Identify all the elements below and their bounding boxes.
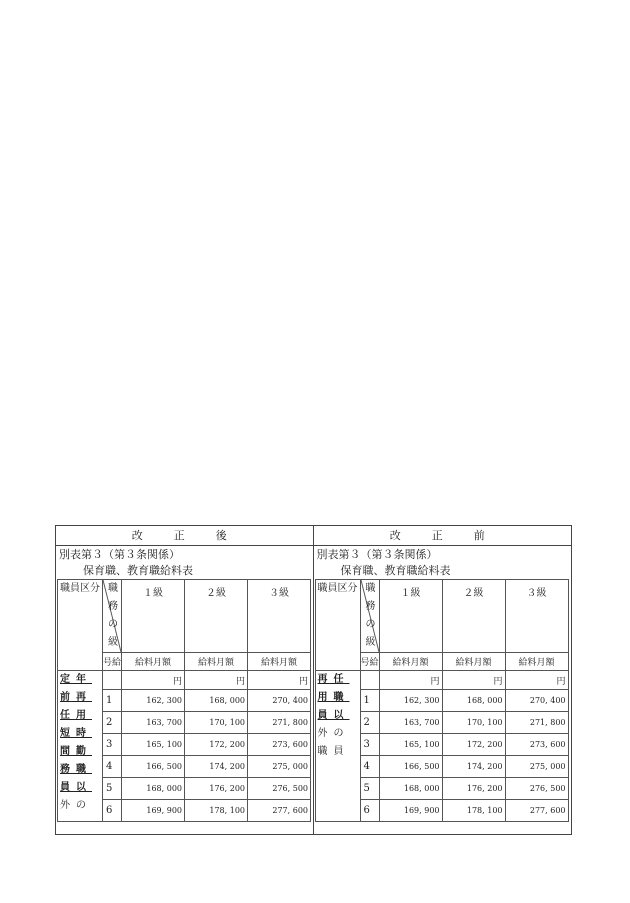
after-category-line: 間勤 [60,746,92,757]
before-grade-1-value: 168, 000 [379,778,442,800]
before-column [314,526,572,834]
before-grade-3-value: 275, 000 [505,756,568,778]
after-grade-3-header: ３級 [248,580,311,653]
comparison-table [55,525,572,835]
before-step-number: 5 [360,778,379,800]
after-grade-1-value: 165, 100 [122,734,185,756]
after-category-header: 職員区分 [58,580,103,671]
before-header: 改 正 前 [314,526,572,546]
before-yen: 円 [442,671,505,690]
after-step-number: 1 [103,690,122,712]
after-grade-1-header: １級 [122,580,185,653]
after-category-line: 定年 [60,674,92,685]
before-category-cell [315,671,360,822]
before-grade-3-value: 273, 600 [505,734,568,756]
before-pay-label: 給料月額 [505,653,568,671]
before-grade-1-value: 163, 700 [379,712,442,734]
after-grade-3-value: 271, 800 [248,712,311,734]
after-header: 改 正 後 [56,526,313,546]
after-grade-1-value: 166, 500 [122,756,185,778]
before-category-line: 用職 [317,692,350,703]
before-grade-3-value: 270, 400 [505,690,568,712]
after-category-line: 外の [60,800,92,811]
before-grade-1-value: 169, 900 [379,800,442,822]
after-grade-3-value: 275, 000 [248,756,311,778]
before-grade-3-value: 271, 800 [505,712,568,734]
before-yen: 円 [505,671,568,690]
before-grade-3-value: 277, 600 [505,800,568,822]
after-step-number: 2 [103,712,122,734]
after-grade-1-value: 169, 900 [122,800,185,822]
after-category-line: 前再 [60,692,92,703]
after-pay-label: 給料月額 [122,653,185,671]
after-grade-1-value: 163, 700 [122,712,185,734]
after-grade-1-value: 168, 000 [122,778,185,800]
before-step-empty [360,671,379,690]
before-grade-1-value: 165, 100 [379,734,442,756]
before-grade-2-header: ２級 [442,580,505,653]
before-grade-1-header: １級 [379,580,442,653]
after-table-ref: 別表第３（第３条関係） [59,548,180,561]
after-step-number: 4 [103,756,122,778]
after-pay-label: 給料月額 [248,653,311,671]
after-yen: 円 [122,671,185,690]
before-grade-2-value: 170, 100 [442,712,505,734]
before-salary-table [315,579,569,822]
after-step-number: 5 [103,778,122,800]
after-pay-label: 給料月額 [185,653,248,671]
before-category-line: 外の [317,728,350,739]
after-grade-1-value: 162, 300 [122,690,185,712]
after-category-line: 任用 [60,710,92,721]
after-grade-2-value: 178, 100 [185,800,248,822]
after-table-title: 保育職、教育職給料表 [83,564,193,577]
after-grade-2-header: ２級 [185,580,248,653]
before-pay-label: 給料月額 [379,653,442,671]
after-grade-2-value: 168, 000 [185,690,248,712]
after-grade-2-value: 172, 200 [185,734,248,756]
after-column [56,526,314,834]
before-step-number: 2 [360,712,379,734]
after-grade-2-value: 174, 200 [185,756,248,778]
after-category-cell [58,671,103,822]
before-step-number: 1 [360,690,379,712]
after-category-line: 員以 [60,782,92,793]
before-category-header: 職員区分 [315,580,360,671]
before-table-ref: 別表第３（第３条関係） [316,548,438,561]
before-grade-3-header: ３級 [505,580,568,653]
before-duty-label: 職務の級 [365,583,376,648]
before-pay-label: 給料月額 [442,653,505,671]
before-category-line: 職員 [317,746,350,757]
after-category-line: 務職 [60,764,92,775]
after-grade-2-value: 170, 100 [185,712,248,734]
before-grade-3-value: 276, 500 [505,778,568,800]
after-step-header: 号給 [103,653,122,671]
before-category-line: 員以 [317,710,350,721]
before-grade-2-value: 176, 200 [442,778,505,800]
after-salary-table [57,579,311,822]
before-grade-2-value: 172, 200 [442,734,505,756]
before-step-number: 3 [360,734,379,756]
after-step-number: 3 [103,734,122,756]
before-step-header: 号給 [360,653,379,671]
before-grade-1-value: 162, 300 [379,690,442,712]
before-step-number: 6 [360,800,379,822]
after-step-number: 6 [103,800,122,822]
after-yen: 円 [248,671,311,690]
before-table-title: 保育職、教育職給料表 [340,564,451,577]
after-duty-header [103,580,122,653]
after-category-line: 短時 [60,728,92,739]
before-category-line: 再任 [317,674,350,685]
after-step-empty [103,671,122,690]
after-grade-3-value: 273, 600 [248,734,311,756]
before-step-number: 4 [360,756,379,778]
before-yen: 円 [379,671,442,690]
after-grade-2-value: 176, 200 [185,778,248,800]
before-grade-2-value: 178, 100 [442,800,505,822]
after-yen: 円 [185,671,248,690]
after-grade-3-value: 270, 400 [248,690,311,712]
before-grade-2-value: 174, 200 [442,756,505,778]
after-duty-label: 職務の級 [108,583,118,648]
after-grade-3-value: 277, 600 [248,800,311,822]
after-grade-3-value: 276, 500 [248,778,311,800]
before-grade-2-value: 168, 000 [442,690,505,712]
before-grade-1-value: 166, 500 [379,756,442,778]
before-duty-header [360,580,379,653]
